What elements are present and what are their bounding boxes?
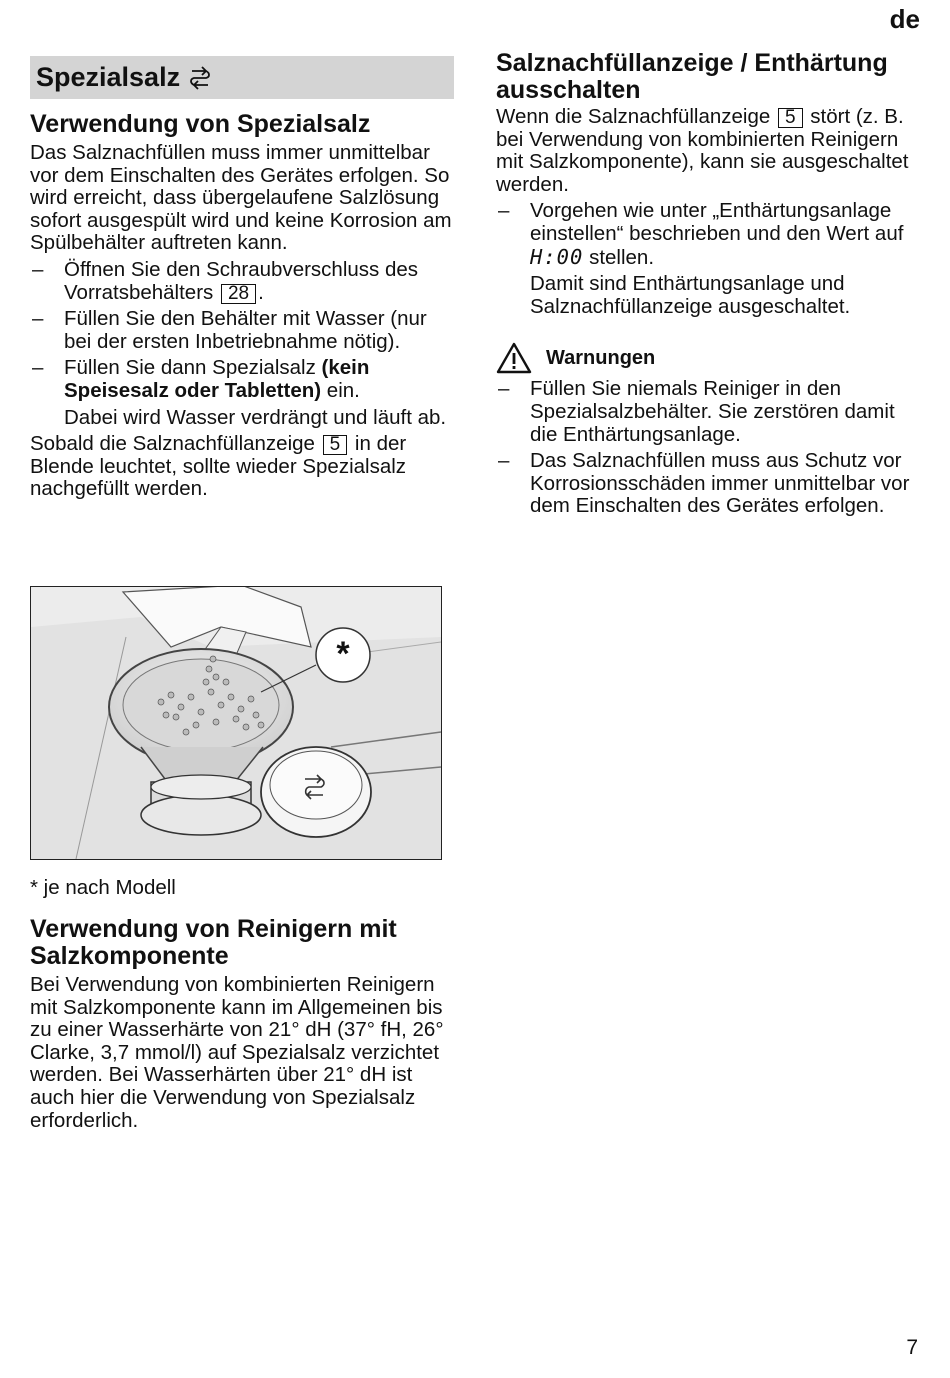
deactivate-step-post: stellen.: [589, 245, 655, 269]
deactivate-note: Damit sind Enthärtungsanlage und Salznachfüllanzeige ausgeschaltet.: [530, 272, 851, 318]
warnings-title: Warnungen: [546, 347, 656, 370]
list-item: – Vorgehen wie unter „Enthärtungsanlage einstellen“ beschrieben und den Wert auf H:00 stellen.: [498, 199, 904, 269]
section-title: Spezialsalz: [36, 62, 181, 92]
reference-box: 5: [778, 108, 803, 128]
list-item: – Füllen Sie dann Spezialsalz (kein Speisesalz oder Tabletten) ein.: [32, 356, 370, 402]
deactivate-pre: Wenn die Salznachfüllanzeige: [496, 105, 771, 128]
salt-refill-illustration: [30, 586, 442, 860]
deactivate-step-text: Vorgehen wie unter „Enthärtungsanlage einstellen“ beschrieben und den Wert auf: [530, 199, 904, 245]
list-item: – Öffnen Sie den Schraubverschluss des Vorratsbehälters 28 .: [32, 257, 419, 304]
step-3-post: ein.: [321, 378, 360, 402]
indicator-pre: Sobald die Salznachfüllanzeige: [30, 432, 315, 456]
step-3-bold: (kein Speisesalz oder Tabletten): [64, 356, 370, 402]
reference-box: 28: [221, 284, 256, 304]
step-2-text: Füllen Sie den Behälter mit Wasser (nur bei der ersten Inbetriebnahme nötig).: [64, 307, 427, 353]
figure-footnote: * je nach Modell: [30, 876, 176, 899]
warnings-heading: [496, 342, 921, 374]
deactivate-post: stört (z. B. bei Verwendung von kombinierten Reinigern mit Salzkomponente), kann sie ausgeschaltet werden.: [496, 105, 909, 196]
salt-refill-icon: [188, 65, 212, 91]
right-text-block: [496, 50, 921, 518]
salt-component-block: [30, 916, 455, 1132]
language-code: de: [889, 4, 920, 34]
section-header: [30, 56, 454, 99]
warning-item: – Füllen Sie niemals Reiniger in den Spezialsalzbehälter. Sie zerstören damit die Enthärtungsanlage.: [498, 377, 895, 446]
salt-component-paragraph: Bei Verwendung von kombinierten Reinigern mit Salzkomponente kann im Allgemeinen bis zu einer Wasserhärte von 21° dH (37° fH, 26° Clarke, 3,7 mmol/l) auf Spezialsalz verzichtet werden. Bei Wasserhärten über 21° dH ist auch hier die Verwendung von Spezialsalz erforderlich.: [30, 973, 444, 1132]
warning-icon: [496, 342, 532, 374]
page-number: 7: [906, 1336, 918, 1359]
deactivate-paragraph: [496, 106, 921, 196]
step-3-text: Füllen Sie dann Spezialsalz: [64, 356, 322, 380]
left-text-block: [30, 111, 455, 501]
heading-reiniger-salzkomponente: Verwendung von Reinigern mit Salzkomponente: [30, 915, 397, 970]
reference-box: 5: [323, 435, 348, 455]
step-3-note: Dabei wird Wasser verdrängt und läuft ab.: [64, 405, 447, 429]
intro-paragraph: Das Salznachfüllen muss immer unmittelbar vor dem Einschalten des Gerätes erfolgen. So wird erreicht, dass übergelaufene Salzlösung sofort ausgespült wird und keine Korrosion am Spülbehälter auftreten kann.: [30, 141, 452, 255]
warning-text: Das Salznachfüllen muss aus Schutz vor Korrosionsschäden immer unmittelbar vor dem Einschalten des Gerätes erfolgen.: [530, 449, 910, 518]
heading-salznachfuellanzeige: Salznachfüllanzeige / Enthärtung ausschalten: [496, 49, 888, 104]
list-item: – Füllen Sie den Behälter mit Wasser (nur bei der ersten Inbetriebnahme nötig).: [32, 307, 427, 353]
warning-text: Füllen Sie niemals Reiniger in den Spezialsalzbehälter. Sie zerstören damit die Enthärtungsanlage.: [530, 377, 895, 446]
callout-marker: *: [336, 635, 350, 673]
indicator-paragraph: [30, 433, 455, 501]
warning-item: – Das Salznachfüllen muss aus Schutz vor Korrosionsschäden immer unmittelbar vor dem Einschalten des Gerätes erfolgen.: [498, 449, 910, 518]
display-value: H:00: [530, 244, 584, 269]
indicator-post: in der Blende leuchtet, sollte wieder Spezialsalz nachgefüllt werden.: [30, 432, 407, 501]
illustration-drawing: [31, 587, 441, 859]
heading-verwendung-spezialsalz: Verwendung von Spezialsalz: [30, 110, 371, 138]
figure-footnote-block: [30, 877, 455, 900]
step-1-text: Öffnen Sie den Schraubverschluss des Vorratsbehälters: [64, 257, 419, 304]
step-1-end: .: [258, 280, 264, 304]
